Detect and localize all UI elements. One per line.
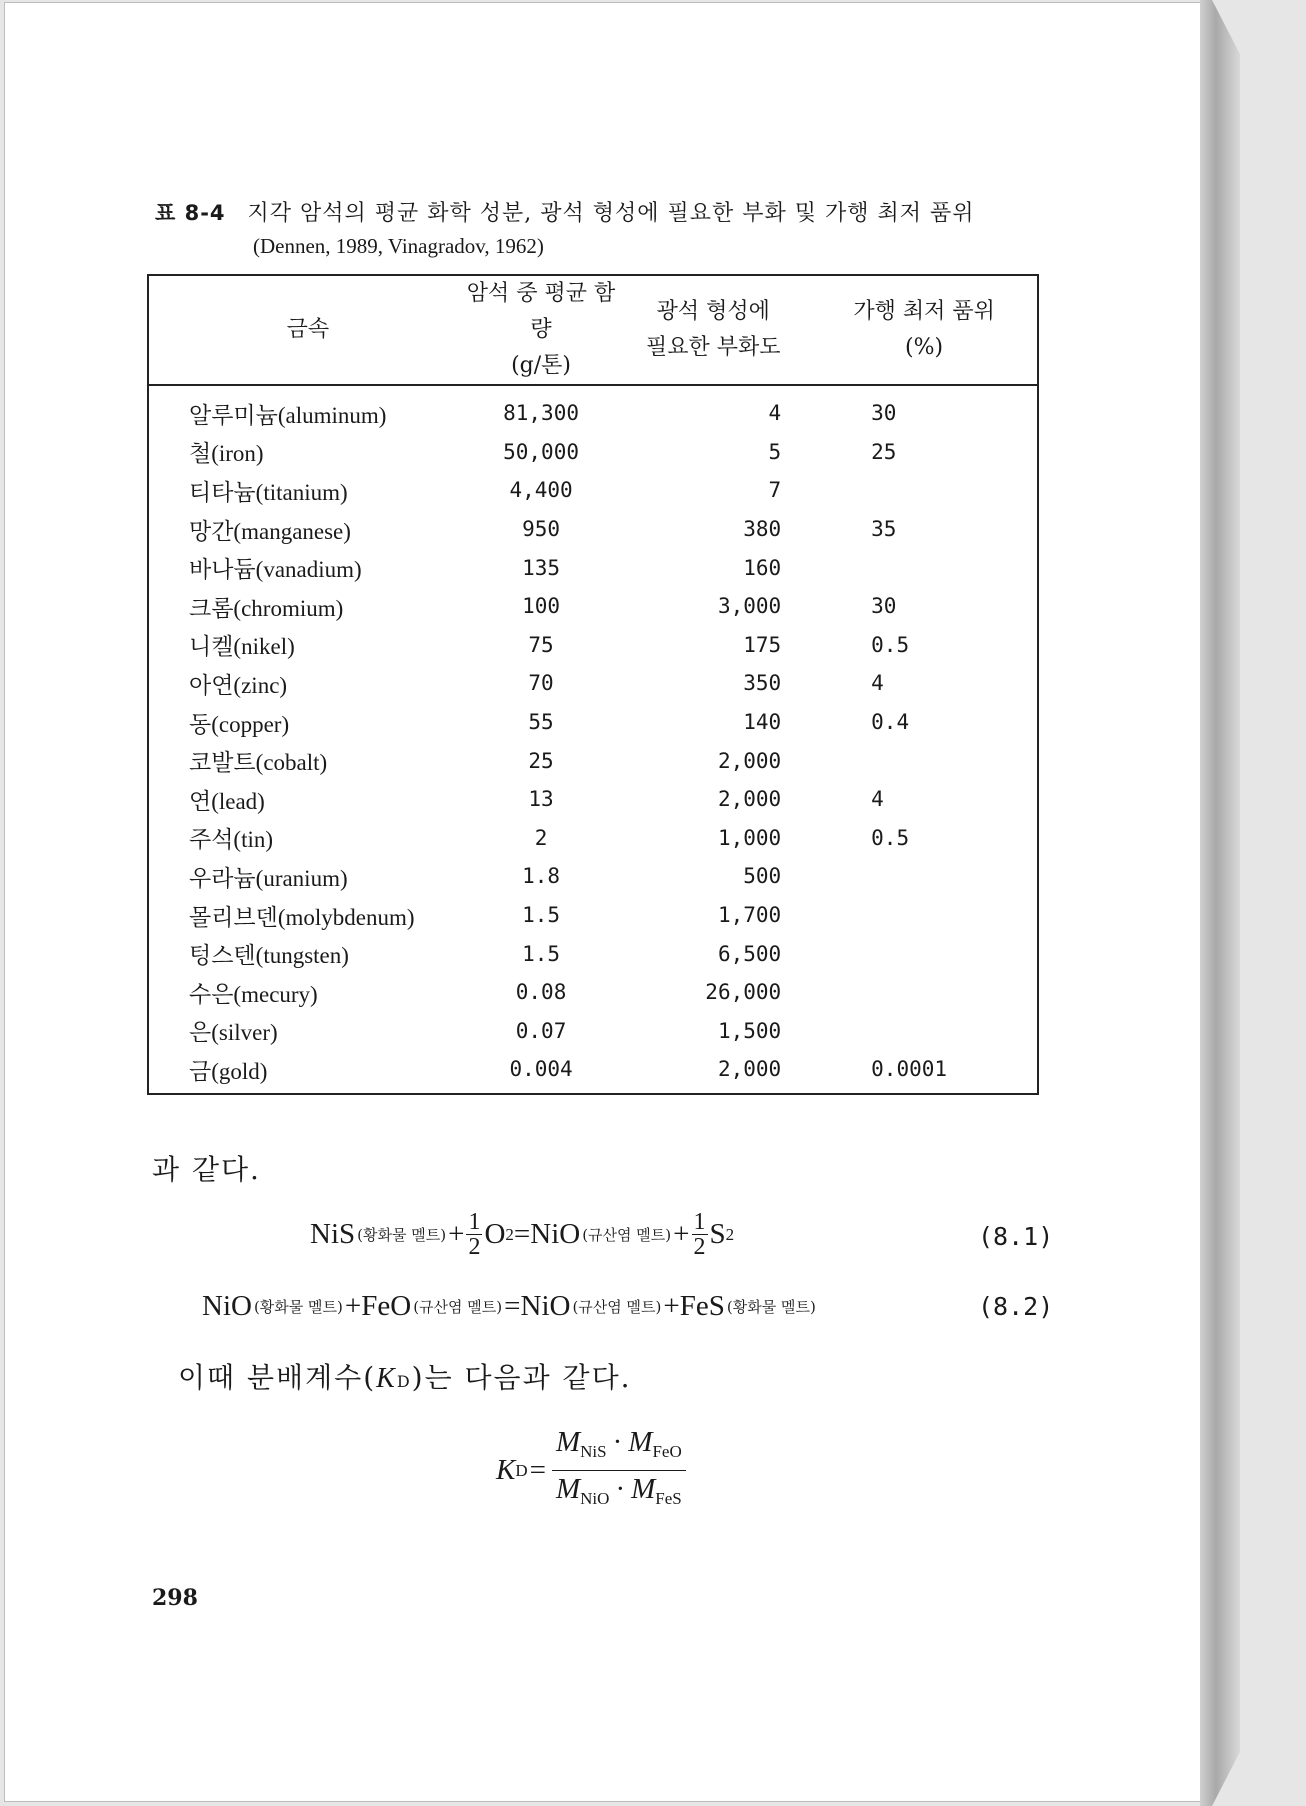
eq1-s2: S xyxy=(709,1218,726,1250)
eq2-plus2: + xyxy=(663,1290,680,1322)
table-row xyxy=(148,471,1038,510)
cell-average: 70 xyxy=(528,671,554,696)
table-title: 지각 암석의 평균 화학 성분, 광석 형성에 필요한 부화 및 가행 최저 품위 xyxy=(247,201,975,226)
cell-metal: 알루미늄(aluminum) xyxy=(189,402,387,428)
eq1-rhs-phase: (규산염 멜트) xyxy=(582,1226,672,1244)
cell-average: 4,400 xyxy=(509,478,573,503)
kd-n-dot: · xyxy=(612,1426,623,1458)
eq1-rhs: NiO xyxy=(530,1218,581,1250)
text2-k: K xyxy=(376,1363,397,1394)
cell-metal: 연(lead) xyxy=(189,788,265,814)
equation-number-8-1: (8.1) xyxy=(978,1222,1054,1251)
cell-average: 135 xyxy=(522,555,561,580)
kd-d2-m: M xyxy=(631,1473,656,1505)
kd-numerator xyxy=(552,1424,686,1471)
kd-n1-sub: NiS xyxy=(580,1442,607,1461)
kd-d-dot: · xyxy=(615,1473,626,1505)
cell-metal: 우라늄(uranium) xyxy=(189,865,348,891)
table-header-row xyxy=(148,275,1038,385)
text2-after: )는 다음과 같다. xyxy=(411,1361,632,1394)
metal-table xyxy=(147,274,1039,1095)
table-row xyxy=(148,857,1038,896)
cell-concentration: 500 xyxy=(743,864,782,889)
kd-n1-m: M xyxy=(555,1426,581,1458)
eq1-plus2: + xyxy=(673,1218,690,1250)
cell-concentration: 1,700 xyxy=(717,903,782,928)
eq2-d: FeS xyxy=(679,1290,725,1322)
table-row xyxy=(148,973,1038,1012)
eq1-half-num-2: 1 xyxy=(693,1209,706,1235)
cell-grade xyxy=(811,973,1038,1012)
cell-average: 1.5 xyxy=(522,941,561,966)
cell-concentration: 2,000 xyxy=(717,787,782,812)
eq1-lhs: NiS xyxy=(310,1218,356,1250)
cell-grade xyxy=(811,934,1038,973)
cell-average: 2 xyxy=(534,825,548,850)
cell-average: 81,300 xyxy=(503,401,579,426)
kd-formula xyxy=(496,1424,686,1517)
kd-lhs: K xyxy=(496,1454,516,1486)
cell-metal: 바나듐(vanadium) xyxy=(189,557,362,583)
kd-lhs-sub: D xyxy=(515,1460,528,1480)
cell-metal: 텅스텐(tungsten) xyxy=(189,943,349,969)
table-row xyxy=(148,548,1038,587)
kd-denominator xyxy=(552,1471,686,1517)
cell-concentration: 4 xyxy=(768,401,782,426)
table-row xyxy=(148,1050,1038,1094)
cell-average: 0.08 xyxy=(515,980,567,1005)
equation-8-2 xyxy=(202,1290,818,1323)
header-average-line2: (g/톤) xyxy=(511,353,572,378)
eq1-lhs-phase: (황화물 멜트) xyxy=(357,1226,447,1244)
cell-metal: 코발트(cobalt) xyxy=(189,750,328,776)
header-average xyxy=(467,275,616,385)
eq1-half-num: 1 xyxy=(468,1209,481,1235)
eq2-b-phase: (규산염 멜트) xyxy=(413,1298,503,1316)
cell-grade: 0.4 xyxy=(871,710,910,735)
cell-metal: 은(silver) xyxy=(189,1020,278,1046)
eq2-b: FeO xyxy=(361,1290,412,1322)
text2-before: 이때 분배계수( xyxy=(178,1361,377,1394)
cell-average: 950 xyxy=(522,517,561,542)
eq1-equals: = xyxy=(513,1218,531,1250)
cell-concentration: 2,000 xyxy=(717,748,782,773)
table-row xyxy=(148,741,1038,780)
table-body xyxy=(148,385,1038,1094)
eq2-plus1: + xyxy=(344,1290,362,1322)
eq1-half-den: 2 xyxy=(468,1234,481,1260)
text-partition-coefficient xyxy=(178,1356,632,1396)
kd-n2-sub: FeO xyxy=(652,1442,682,1461)
cell-grade xyxy=(811,857,1038,896)
cell-grade: 35 xyxy=(871,517,897,542)
cell-average: 13 xyxy=(528,787,554,812)
cell-concentration: 350 xyxy=(743,671,782,696)
cell-grade: 0.5 xyxy=(871,632,910,657)
cell-grade: 4 xyxy=(871,671,884,696)
cell-metal: 철(iron) xyxy=(189,441,264,467)
cell-concentration: 380 xyxy=(743,517,782,542)
cell-grade: 30 xyxy=(871,594,897,619)
cell-metal: 동(copper) xyxy=(189,711,290,737)
cell-grade xyxy=(811,1012,1038,1051)
header-average-line1: 암석 중 평균 함량 xyxy=(466,281,616,342)
kd-d1-m: M xyxy=(555,1473,581,1505)
cell-average: 1.5 xyxy=(522,903,561,928)
cell-metal: 금(gold) xyxy=(189,1058,268,1084)
header-grade-line2: (%) xyxy=(905,335,944,360)
cell-grade xyxy=(811,548,1038,587)
header-grade-line1: 가행 최저 품위 xyxy=(853,299,995,324)
cell-grade: 0.5 xyxy=(871,825,910,850)
cell-concentration: 6,500 xyxy=(717,941,782,966)
eq2-equals: = xyxy=(504,1290,521,1322)
cell-concentration: 7 xyxy=(768,478,782,503)
cell-average: 0.004 xyxy=(509,1057,573,1082)
header-grade xyxy=(811,275,1038,385)
cell-concentration: 5 xyxy=(768,439,782,464)
table-row xyxy=(148,896,1038,935)
eq1-plus1: + xyxy=(448,1218,465,1250)
eq2-a-phase: (황화물 멜트) xyxy=(253,1298,343,1316)
cell-concentration: 3,000 xyxy=(717,594,782,619)
cell-metal: 아연(zinc) xyxy=(189,672,288,698)
table-row xyxy=(148,385,1038,433)
table-row xyxy=(148,510,1038,549)
cell-metal: 니켈(nikel) xyxy=(189,634,295,660)
cell-concentration: 1,500 xyxy=(717,1018,782,1043)
table-source: (Dennen, 1989, Vinagradov, 1962) xyxy=(253,234,544,258)
cell-concentration: 2,000 xyxy=(717,1057,782,1082)
header-metal: 금속 xyxy=(148,275,467,385)
cell-grade: 4 xyxy=(871,787,884,812)
eq1-o2-sub: 2 xyxy=(505,1224,514,1244)
table-row xyxy=(148,934,1038,973)
header-concentration-line2: 필요한 부화도 xyxy=(645,335,781,360)
cell-concentration: 175 xyxy=(743,632,782,657)
eq1-half-fraction xyxy=(466,1210,482,1259)
table-row xyxy=(148,1012,1038,1051)
cell-average: 1.8 xyxy=(522,864,561,889)
cell-average: 75 xyxy=(528,632,554,657)
cell-concentration: 140 xyxy=(743,710,782,735)
kd-d2-sub: FeS xyxy=(655,1489,682,1508)
header-concentration-line1: 광석 형성에 xyxy=(656,299,770,324)
table-row xyxy=(148,780,1038,819)
kd-d1-sub: NiO xyxy=(580,1489,610,1508)
cell-concentration: 26,000 xyxy=(705,980,782,1005)
cell-concentration: 160 xyxy=(743,555,782,580)
eq2-d-phase: (황화물 멜트) xyxy=(726,1298,816,1316)
eq2-c-phase: (규산염 멜트) xyxy=(572,1298,662,1316)
eq2-a: NiO xyxy=(202,1290,252,1322)
table-row xyxy=(148,703,1038,742)
cell-grade xyxy=(811,471,1038,510)
cell-metal: 망간(manganese) xyxy=(189,518,351,544)
cell-grade: 25 xyxy=(871,439,897,464)
table-row xyxy=(148,664,1038,703)
kd-n2-m: M xyxy=(628,1426,653,1458)
equation-8-1 xyxy=(310,1210,734,1259)
kd-fraction xyxy=(552,1424,686,1517)
table-caption xyxy=(155,196,1055,231)
cell-average: 0.07 xyxy=(515,1018,567,1043)
eq1-half-fraction-2 xyxy=(692,1210,708,1259)
table-row xyxy=(148,587,1038,626)
page-edge-shadow xyxy=(1200,0,1240,1806)
cell-metal: 수은(mecury) xyxy=(189,981,318,1007)
cell-average: 55 xyxy=(528,710,554,735)
table-row xyxy=(148,626,1038,665)
cell-metal: 몰리브덴(molybdenum) xyxy=(189,904,415,930)
cell-grade: 30 xyxy=(871,401,897,426)
cell-grade xyxy=(811,741,1038,780)
cell-metal: 티타늄(titanium) xyxy=(189,479,348,505)
equation-number-8-2: (8.2) xyxy=(978,1292,1054,1321)
text2-k-sub: D xyxy=(396,1372,412,1391)
header-concentration xyxy=(615,275,811,385)
cell-average: 25 xyxy=(528,748,554,773)
cell-metal: 주석(tin) xyxy=(189,827,274,853)
kd-equals: = xyxy=(529,1454,546,1486)
eq1-half-den-2: 2 xyxy=(693,1234,706,1260)
eq2-c: NiO xyxy=(520,1290,571,1322)
cell-average: 50,000 xyxy=(503,439,579,464)
cell-concentration: 1,000 xyxy=(717,825,782,850)
cell-metal: 크롬(chromium) xyxy=(189,595,344,621)
text-continuation: 과 같다. xyxy=(152,1153,261,1186)
cell-average: 100 xyxy=(522,594,561,619)
table-row xyxy=(148,819,1038,858)
page-number: 298 xyxy=(152,1585,198,1611)
eq1-o2: O xyxy=(484,1218,506,1250)
cell-grade xyxy=(811,896,1038,935)
eq1-s2-sub: 2 xyxy=(725,1224,735,1244)
table-number: 표 8-4 xyxy=(155,201,226,225)
table-row xyxy=(148,433,1038,472)
cell-grade: 0.0001 xyxy=(871,1057,948,1082)
